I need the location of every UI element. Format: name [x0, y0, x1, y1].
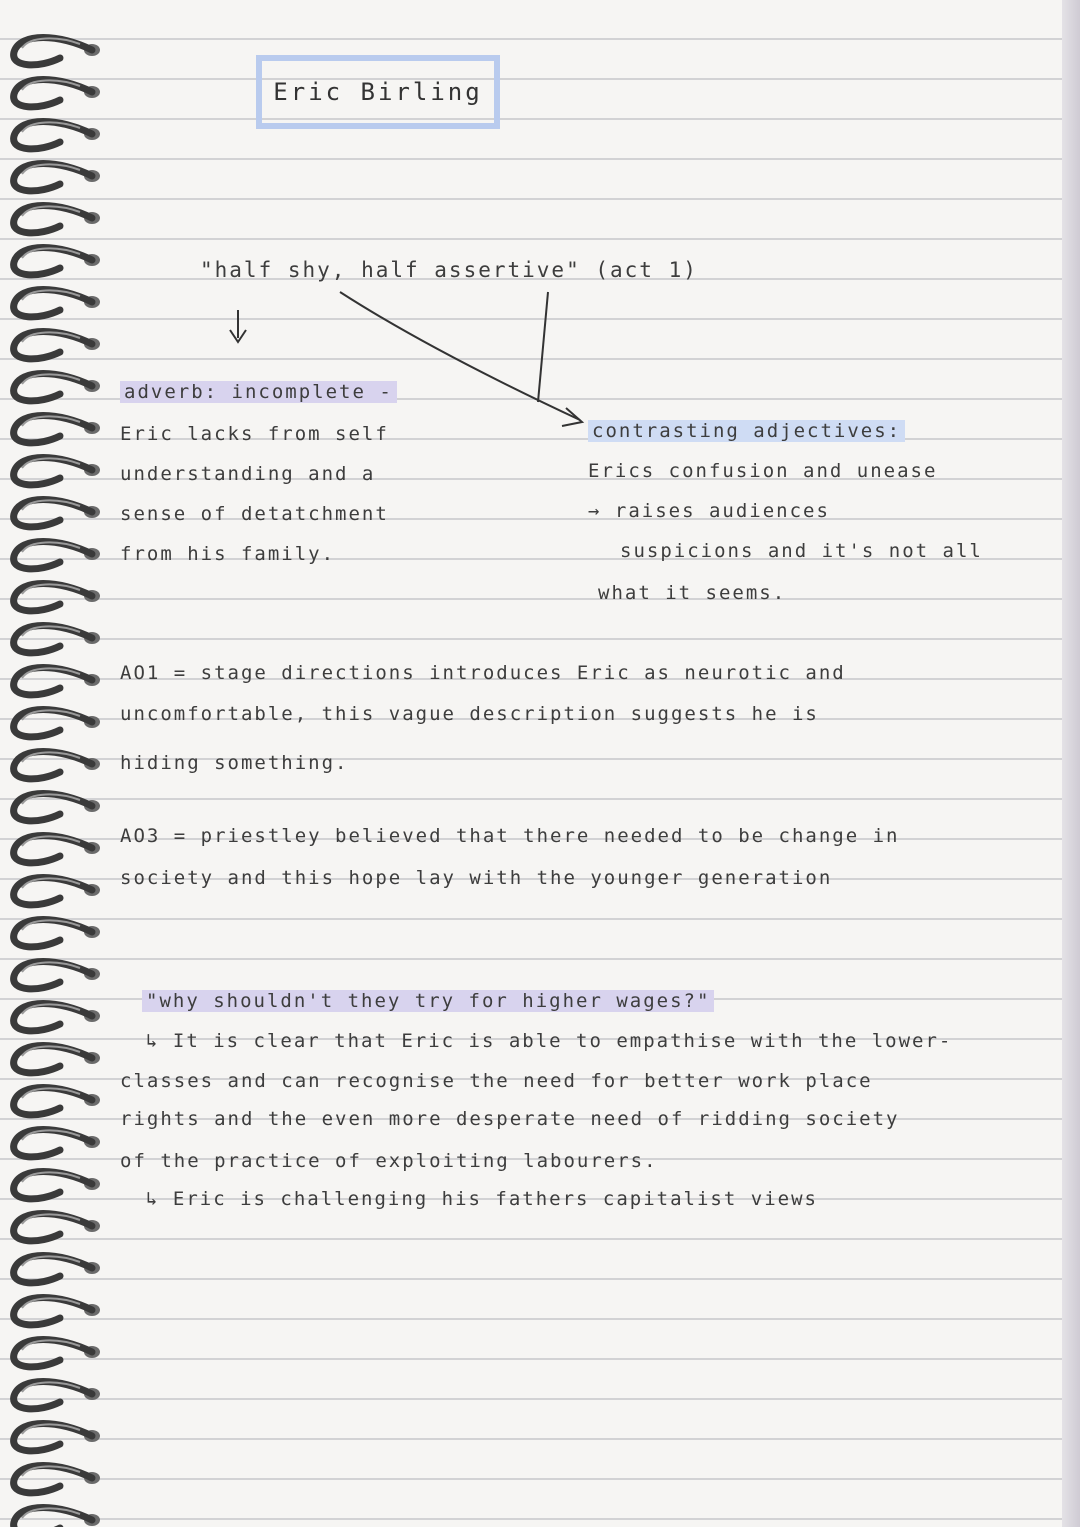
spiral-ring — [14, 878, 92, 905]
title-box — [256, 55, 500, 129]
spiral-ring — [14, 836, 92, 863]
analysis-line-2: classes and can recognise the need for better work place — [120, 1070, 873, 1092]
spiral-ring — [14, 668, 92, 695]
spiral-ring — [14, 1298, 92, 1325]
spiral-ring — [14, 374, 92, 401]
note-left-line-2: Eric lacks from self — [120, 423, 389, 445]
note-left-line-1: adverb: incomplete - — [120, 381, 397, 403]
spiral-ring — [14, 164, 92, 191]
analysis-line-4: of the practice of exploiting labourers. — [120, 1150, 658, 1172]
spiral-ring — [14, 500, 92, 527]
note-right-line-5: what it seems. — [598, 582, 787, 604]
spiral-ring — [14, 1340, 92, 1367]
ao3-line-2: society and this hope lay with the younger generation — [120, 867, 833, 889]
ao1-line-1: AO1 = stage directions introduces Eric as neurotic and — [120, 662, 846, 684]
page-title: Eric Birling — [273, 78, 483, 106]
spiral-ring — [14, 290, 92, 317]
spiral-ring — [14, 206, 92, 233]
spiral-ring — [14, 1088, 92, 1115]
spiral-ring — [14, 1004, 92, 1031]
spiral-ring — [14, 1508, 92, 1527]
note-left-line-3: understanding and a — [120, 463, 376, 485]
spiral-ring — [14, 626, 92, 653]
spiral-ring — [14, 1466, 92, 1493]
spiral-ring — [14, 458, 92, 485]
spiral-ring — [14, 584, 92, 611]
spiral-ring — [14, 1046, 92, 1073]
spiral-ring — [14, 1424, 92, 1451]
ao3-line-1: AO3 = priestley believed that there needed to be change in — [120, 825, 900, 847]
note-right-line-4: suspicions and it's not all — [620, 540, 983, 562]
quote-half-shy: "half shy, half assertive" (act 1) — [200, 258, 698, 282]
spiral-ring — [14, 122, 92, 149]
analysis-line-5: ↳ Eric is challenging his fathers capitalist views — [146, 1188, 818, 1210]
spiral-ring — [14, 542, 92, 569]
spiral-ring — [14, 332, 92, 359]
spiral-ring — [14, 752, 92, 779]
spiral-ring — [14, 1214, 92, 1241]
note-left-line-4: sense of detatchment — [120, 503, 389, 525]
spiral-ring — [14, 1256, 92, 1283]
spiral-ring — [14, 1382, 92, 1409]
spiral-ring — [14, 1130, 92, 1157]
page-edge — [1062, 0, 1080, 1527]
spiral-ring — [14, 920, 92, 947]
spiral-ring — [14, 794, 92, 821]
spiral-binding — [0, 0, 110, 1527]
analysis-line-1: ↳ It is clear that Eric is able to empathise with the lower- — [146, 1030, 953, 1052]
spiral-ring — [14, 248, 92, 275]
spiral-ring — [14, 38, 92, 65]
spiral-ring — [14, 962, 92, 989]
spiral-ring — [14, 80, 92, 107]
analysis-line-3: rights and the even more desperate need of ridding society — [120, 1108, 900, 1130]
spiral-ring — [14, 1172, 92, 1199]
quote-higher-wages: "why shouldn't they try for higher wages?" — [142, 990, 714, 1012]
ao1-line-3: hiding something. — [120, 752, 349, 774]
spiral-ring — [14, 710, 92, 737]
note-right-line-2: Erics confusion and unease — [588, 460, 938, 482]
note-left-line-5: from his family. — [120, 543, 336, 565]
ao1-line-2: uncomfortable, this vague description suggests he is — [120, 703, 819, 725]
note-right-line-3: → raises audiences — [588, 500, 830, 522]
note-right-line-1: contrasting adjectives: — [588, 420, 905, 442]
spiral-ring — [14, 416, 92, 443]
